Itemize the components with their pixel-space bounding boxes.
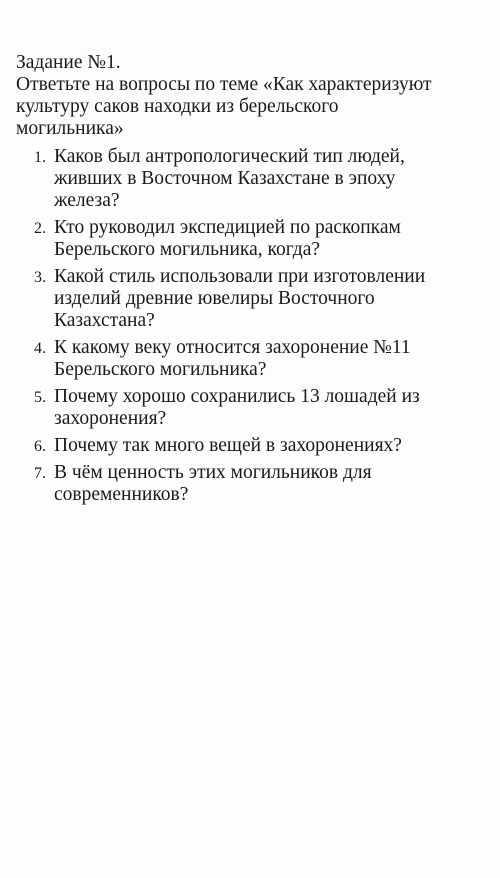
question-item-1 [16,146,494,212]
question-number: 6. [34,438,46,455]
question-number: 2. [34,220,46,237]
intro-line: могильника» [16,118,124,139]
question-text-line: Почему хорошо сохранились 13 лошадей из [54,386,420,407]
question-item-4 [16,337,494,381]
question-text-line: современников? [54,484,189,505]
question-text-line: Берельского могильника? [54,359,267,380]
question-text-line: Каков был антропологический тип людей, [54,146,405,167]
task-intro [16,74,494,140]
question-text-line: Почему так много вещей в захоронениях? [54,435,402,456]
question-list [16,146,494,506]
question-text-line: В чём ценность этих могильников для [54,462,372,483]
task-title: Задание №1. [16,52,121,73]
question-item-5 [16,386,494,430]
question-text-line: изделий древние ювелиры Восточного [54,288,375,309]
question-text-line: Кто руководил экспедицией по раскопкам [54,217,401,238]
question-number: 4. [34,340,46,357]
intro-line: Ответьте на вопросы по теме «Как характеризуют [16,74,432,95]
question-item-2 [16,217,494,261]
question-text-line: захоронения? [54,408,167,429]
intro-line: культуру саков находки из берельского [16,96,339,117]
question-text-line: живших в Восточном Казахстане в эпоху [54,168,396,189]
question-text-line: Берельского могильника, когда? [54,239,321,260]
document-content [16,52,494,511]
question-item-7 [16,462,494,506]
question-number: 7. [34,465,46,482]
question-text-line: железа? [54,190,120,211]
question-text-line: Какой стиль использовали при изготовлении [54,266,426,287]
question-item-6 [16,435,494,457]
question-text-line: Казахстана? [54,310,155,331]
question-number: 3. [34,269,46,286]
question-text-line: К какому веку относится захоронение №11 [54,337,411,358]
question-item-3 [16,266,494,332]
question-number: 5. [34,389,46,406]
question-number: 1. [34,149,46,166]
